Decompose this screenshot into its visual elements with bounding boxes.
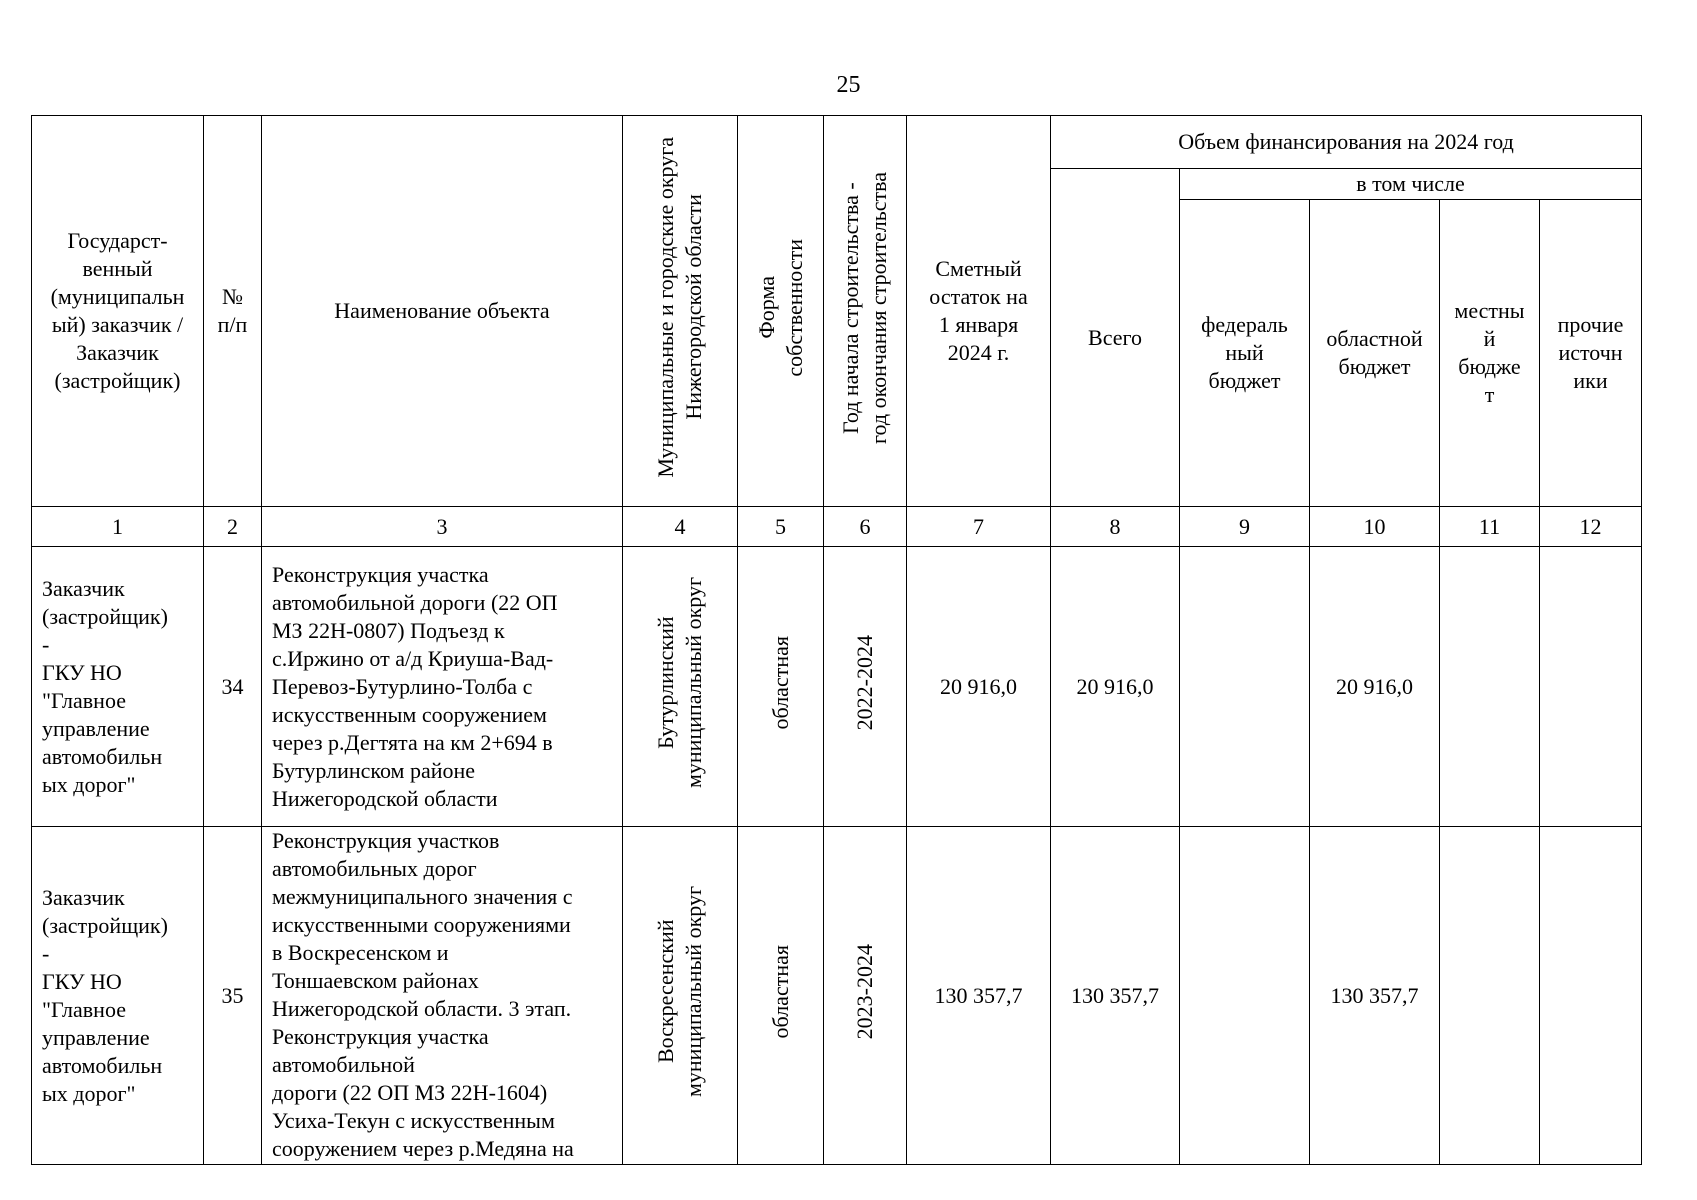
table-row [32, 827, 1642, 1165]
row-regional: 130 357,7 [1310, 827, 1440, 1165]
header-districts-text: Муниципальные и городские округа Нижегородской области [653, 137, 706, 478]
header-total: Всего [1051, 169, 1180, 507]
row-years [824, 827, 907, 1165]
row-ownership-text: областная [767, 945, 793, 1039]
row-number: 35 [204, 827, 262, 1165]
row-district [623, 827, 738, 1165]
header-years [824, 116, 907, 507]
column-number: 7 [907, 507, 1051, 547]
row-ownership [738, 547, 824, 827]
row-federal [1180, 547, 1310, 827]
header-estimate: Сметный остаток на 1 января 2024 г. [907, 116, 1051, 507]
row-years-text: 2023-2024 [852, 944, 877, 1040]
row-district-text: Бутурлинский муниципальный округ [653, 577, 706, 789]
column-number: 11 [1440, 507, 1540, 547]
row-district-text: Воскресенский муниципальный округ [653, 886, 706, 1098]
row-customer: Заказчик (застройщик) - ГКУ НО "Главное управление автомобильн ых дорог" [32, 547, 204, 827]
column-number: 4 [623, 507, 738, 547]
row-other [1540, 827, 1642, 1165]
row-local [1440, 547, 1540, 827]
header-including: в том числе [1180, 169, 1642, 200]
row-object-name-text: Реконструкция участков автомобильных дорог межмуниципального значения с искусственными сооружениями в Воскресенском и Тоншаевском районах Нижегородской области. 3 этап. Реконструкция участка автомобильной дороги (22 ОП МЗ 22Н-1604) Усиха-Текун с искусственным сооружением через р.Медяна на [272, 828, 574, 1161]
header-other: прочие источн ики [1540, 200, 1642, 507]
header-customer: Государст- венный (муниципальн ый) заказчик / Заказчик (застройщик) [32, 116, 204, 507]
row-total: 20 916,0 [1051, 547, 1180, 827]
row-years [824, 547, 907, 827]
header-districts [623, 116, 738, 507]
investment-table [31, 115, 1642, 1165]
row-federal [1180, 827, 1310, 1165]
header-regional: областной бюджет [1310, 200, 1440, 507]
header-years-text: Год начала строительства - год окончания строительства [838, 171, 891, 444]
row-estimate: 130 357,7 [907, 827, 1051, 1165]
row-regional: 20 916,0 [1310, 547, 1440, 827]
row-district [623, 547, 738, 827]
page-number: 25 [836, 72, 861, 98]
column-number: 1 [32, 507, 204, 547]
header-ownership-text: Форма собственности [753, 238, 807, 377]
column-number: 3 [262, 507, 623, 547]
header-federal: федераль ный бюджет [1180, 200, 1310, 507]
column-number: 5 [738, 507, 824, 547]
row-estimate: 20 916,0 [907, 547, 1051, 827]
row-customer: Заказчик (застройщик) - ГКУ НО "Главное управление автомобильн ых дорог" [32, 827, 204, 1165]
row-years-text: 2022-2024 [852, 635, 877, 731]
column-numbers-row [32, 507, 1642, 547]
row-object-name: Реконструкция участка автомобильной дороги (22 ОП МЗ 22Н-0807) Подъезд к с.Иржино от а/д Криуша-Вад- Перевоз-Бутурлино-Толба с искусственным сооружением через р.Дегтята на км 2+694 в Бутурлинском районе Нижегородской области [262, 547, 623, 827]
table-row [32, 547, 1642, 827]
column-number: 2 [204, 507, 262, 547]
row-ownership [738, 827, 824, 1165]
row-other [1540, 547, 1642, 827]
column-number: 12 [1540, 507, 1642, 547]
header-npp: № п/п [204, 116, 262, 507]
column-number: 8 [1051, 507, 1180, 547]
row-local [1440, 827, 1540, 1165]
column-number: 9 [1180, 507, 1310, 547]
column-number: 10 [1310, 507, 1440, 547]
header-ownership [738, 116, 824, 507]
column-number: 6 [824, 507, 907, 547]
row-total: 130 357,7 [1051, 827, 1180, 1165]
row-ownership-text: областная [767, 636, 793, 730]
header-local: местны й бюдже т [1440, 200, 1540, 507]
row-number: 34 [204, 547, 262, 827]
header-funding-title: Объем финансирования на 2024 год [1051, 116, 1642, 169]
header-object-name: Наименование объекта [262, 116, 623, 507]
row-object-name [262, 827, 623, 1165]
